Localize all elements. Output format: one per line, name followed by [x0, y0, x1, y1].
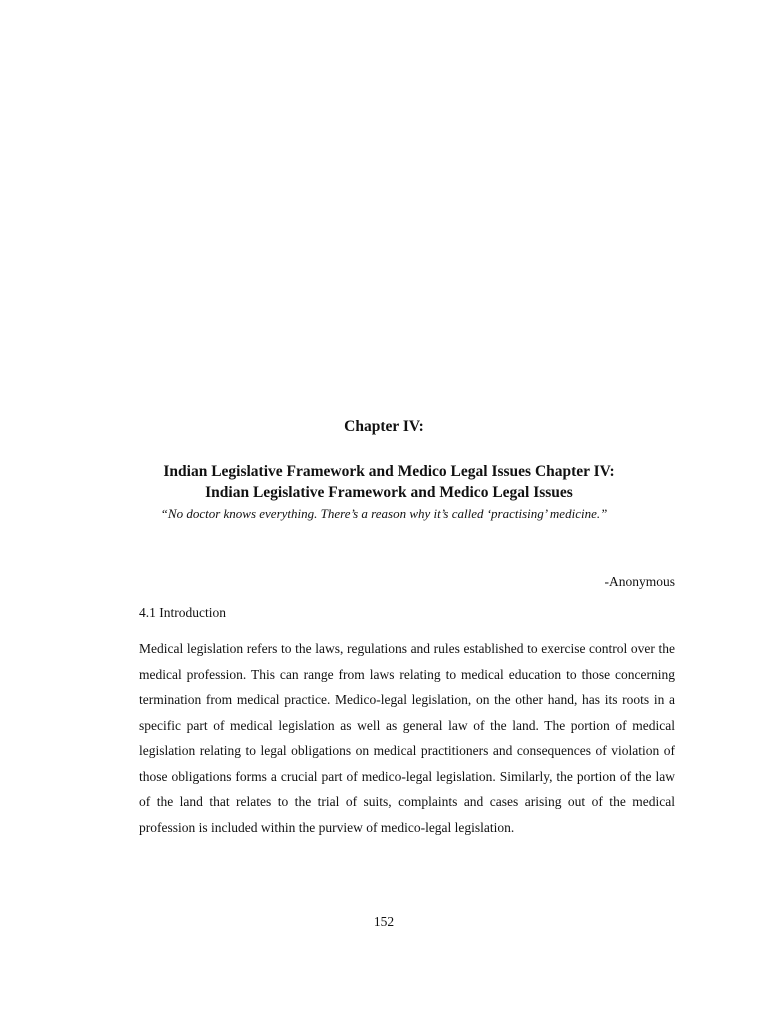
chapter-title: Indian Legislative Framework and Medico Legal Issues Chapter IV: Indian Legislative Framework and Medico Legal Issues	[163, 463, 615, 501]
epigraph-attribution: -Anonymous	[604, 574, 675, 589]
chapter-heading: Chapter IV:	[344, 418, 424, 435]
section-heading: 4.1 Introduction	[139, 605, 226, 620]
body-paragraph: Medical legislation refers to the laws, regulations and rules established to exercise control over the medical profession. This can range from laws relating to medical education to those concerning termination from medical practice. Medico-legal legislation, on the other hand, has its roots in a specific part of medical legislation as well as general law of the land. The portion of medical legislation relating to legal obligations on medical practitioners and consequences of violation of those obligations forms a crucial part of medico-legal legislation. Similarly, the portion of the law of the land that relates to the trial of suits, complaints and cases arising out of the medical profession is included within the purview of medico-legal legislation.	[139, 641, 675, 835]
page-number: 152	[373, 914, 395, 929]
body-paragraph-container	[139, 636, 675, 840]
epigraph-quote: “No doctor knows everything. There’s a reason why it’s called ‘practising’ medicine.”	[160, 506, 608, 521]
